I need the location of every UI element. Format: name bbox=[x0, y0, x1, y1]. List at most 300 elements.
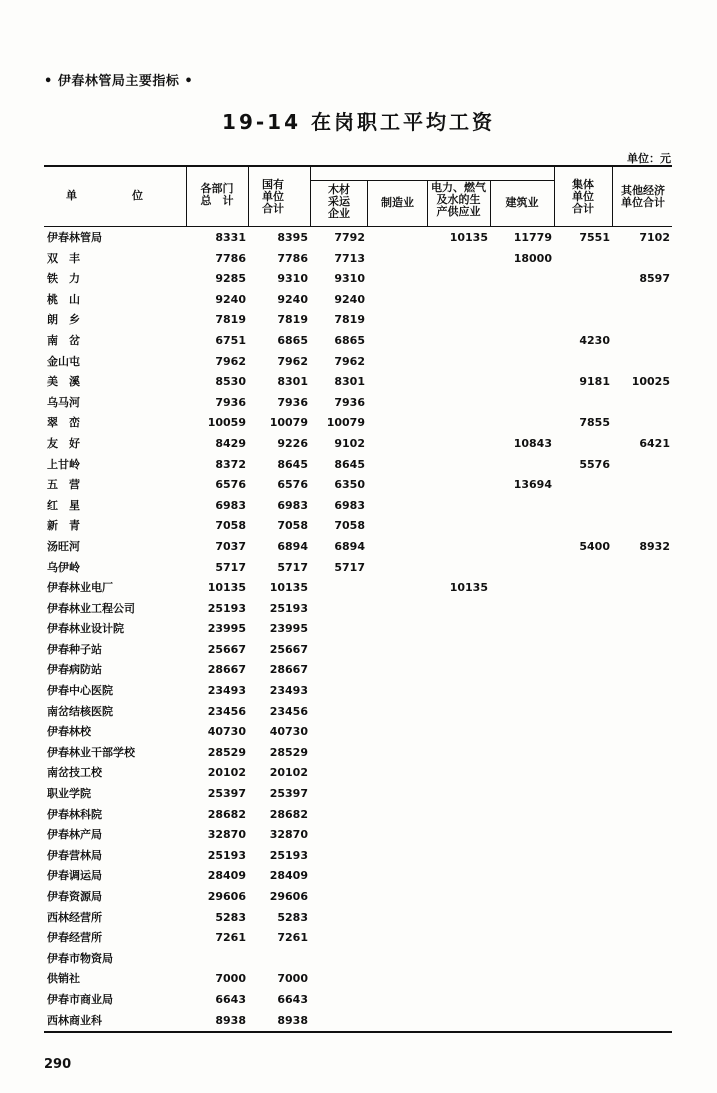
row-value bbox=[367, 310, 427, 331]
row-value bbox=[612, 578, 672, 599]
row-value bbox=[427, 805, 490, 826]
header-divider bbox=[310, 166, 311, 226]
row-name: 南岔结核医院 bbox=[47, 704, 113, 718]
row-value bbox=[554, 496, 612, 517]
row-name: 伊春中心医院 bbox=[47, 684, 113, 698]
table-row bbox=[44, 763, 672, 784]
row-value: 10025 bbox=[631, 375, 670, 389]
row-value bbox=[427, 413, 490, 434]
row-value bbox=[367, 928, 427, 949]
bottom-rule bbox=[44, 1031, 672, 1033]
row-name: 伊春林产局 bbox=[47, 828, 102, 842]
row-value bbox=[427, 866, 490, 887]
row-value bbox=[367, 866, 427, 887]
header-state-owned: 国有 单位 合计 bbox=[262, 178, 284, 215]
row-name: 伊春林业电厂 bbox=[47, 581, 113, 595]
row-value: 8429 bbox=[215, 436, 246, 450]
table-row bbox=[44, 393, 672, 414]
row-name: 伊春市物资局 bbox=[47, 951, 113, 965]
row-value: 10843 bbox=[513, 436, 552, 450]
row-value: 10135 bbox=[207, 581, 246, 595]
row-value: 6421 bbox=[639, 436, 670, 450]
row-value bbox=[490, 269, 554, 290]
row-value bbox=[310, 1011, 367, 1032]
row-value bbox=[554, 763, 612, 784]
table-row bbox=[44, 949, 672, 970]
row-value bbox=[612, 763, 672, 784]
row-value: 7936 bbox=[277, 395, 308, 409]
row-value: 5717 bbox=[277, 560, 308, 574]
row-value bbox=[554, 969, 612, 990]
row-value: 28682 bbox=[269, 807, 308, 821]
row-value bbox=[554, 846, 612, 867]
row-value bbox=[367, 413, 427, 434]
row-value: 7819 bbox=[215, 313, 246, 327]
row-name: 伊春市商业局 bbox=[47, 992, 113, 1006]
row-value bbox=[554, 558, 612, 579]
row-value: 9310 bbox=[277, 272, 308, 286]
table-row bbox=[44, 866, 672, 887]
table-row bbox=[44, 578, 672, 599]
row-value: 9240 bbox=[277, 292, 308, 306]
row-value: 6576 bbox=[215, 478, 246, 492]
table-row bbox=[44, 434, 672, 455]
row-value bbox=[612, 619, 672, 640]
row-value bbox=[554, 784, 612, 805]
row-value bbox=[612, 681, 672, 702]
row-value bbox=[310, 805, 367, 826]
table-body bbox=[44, 228, 672, 1031]
row-value bbox=[310, 640, 367, 661]
row-value bbox=[554, 516, 612, 537]
row-value bbox=[427, 290, 490, 311]
row-value bbox=[367, 887, 427, 908]
row-value: 7936 bbox=[334, 395, 365, 409]
row-value: 5283 bbox=[277, 910, 308, 924]
row-value bbox=[427, 496, 490, 517]
row-value bbox=[612, 660, 672, 681]
row-value bbox=[310, 784, 367, 805]
row-value bbox=[427, 722, 490, 743]
row-value bbox=[554, 599, 612, 620]
row-value: 25193 bbox=[269, 601, 308, 615]
row-name: 五 营 bbox=[47, 478, 80, 492]
row-value: 7713 bbox=[334, 251, 365, 265]
table-row bbox=[44, 455, 672, 476]
header-rule bbox=[44, 226, 672, 227]
row-value: 23995 bbox=[207, 622, 246, 636]
row-value bbox=[554, 1011, 612, 1032]
table-row bbox=[44, 702, 672, 723]
wage-table bbox=[44, 228, 672, 1031]
row-value bbox=[490, 908, 554, 929]
row-value bbox=[427, 825, 490, 846]
row-value: 7037 bbox=[215, 539, 246, 553]
row-value bbox=[367, 805, 427, 826]
table-row bbox=[44, 619, 672, 640]
row-name: 伊春经营所 bbox=[47, 931, 102, 945]
row-value bbox=[427, 784, 490, 805]
row-value bbox=[427, 681, 490, 702]
row-value: 6865 bbox=[334, 333, 365, 347]
row-value bbox=[367, 372, 427, 393]
row-value: 6983 bbox=[334, 498, 365, 512]
row-value: 6751 bbox=[215, 333, 246, 347]
unit-note: 单位：元 bbox=[627, 152, 671, 165]
table-row bbox=[44, 372, 672, 393]
row-value bbox=[310, 887, 367, 908]
row-value bbox=[490, 537, 554, 558]
row-value: 7962 bbox=[277, 354, 308, 368]
row-value bbox=[310, 702, 367, 723]
row-value bbox=[427, 434, 490, 455]
row-value bbox=[490, 969, 554, 990]
row-value bbox=[427, 702, 490, 723]
row-value bbox=[490, 599, 554, 620]
row-value bbox=[427, 475, 490, 496]
table-row bbox=[44, 352, 672, 373]
row-value: 6983 bbox=[277, 498, 308, 512]
table-row bbox=[44, 290, 672, 311]
row-value bbox=[490, 763, 554, 784]
row-value bbox=[554, 825, 612, 846]
row-value: 23493 bbox=[269, 684, 308, 698]
row-value: 29606 bbox=[207, 890, 246, 903]
row-name: 伊春林科院 bbox=[47, 807, 102, 821]
table-row bbox=[44, 1011, 672, 1032]
row-value bbox=[490, 887, 554, 908]
row-value bbox=[367, 434, 427, 455]
row-value: 5400 bbox=[579, 539, 610, 553]
row-value bbox=[554, 702, 612, 723]
row-value bbox=[367, 228, 427, 249]
row-value bbox=[310, 866, 367, 887]
row-value: 7855 bbox=[579, 416, 610, 430]
row-value bbox=[612, 455, 672, 476]
row-value: 6643 bbox=[215, 992, 246, 1006]
row-value bbox=[310, 743, 367, 764]
row-value: 9285 bbox=[215, 272, 246, 286]
row-value: 9102 bbox=[334, 436, 365, 450]
row-value bbox=[310, 846, 367, 867]
row-value bbox=[248, 949, 310, 970]
table-row bbox=[44, 269, 672, 290]
row-value bbox=[310, 763, 367, 784]
row-value bbox=[490, 1011, 554, 1032]
row-value: 7819 bbox=[277, 313, 308, 327]
row-name: 南岔技工校 bbox=[47, 766, 102, 780]
table-row bbox=[44, 805, 672, 826]
row-value bbox=[427, 969, 490, 990]
row-value bbox=[554, 640, 612, 661]
row-value bbox=[490, 619, 554, 640]
row-value bbox=[427, 660, 490, 681]
row-value bbox=[310, 722, 367, 743]
header-unit-label: 单 位 bbox=[66, 189, 143, 202]
row-value bbox=[612, 949, 672, 970]
table-row bbox=[44, 516, 672, 537]
row-value bbox=[367, 619, 427, 640]
row-value bbox=[612, 413, 672, 434]
row-value bbox=[367, 640, 427, 661]
row-value: 8938 bbox=[277, 1013, 308, 1027]
row-value bbox=[186, 949, 248, 970]
header-divider bbox=[248, 166, 249, 226]
row-value bbox=[612, 331, 672, 352]
row-value bbox=[490, 702, 554, 723]
row-value bbox=[310, 949, 367, 970]
row-value bbox=[310, 681, 367, 702]
row-value: 20102 bbox=[269, 766, 308, 780]
row-value bbox=[310, 990, 367, 1011]
row-name: 职业学院 bbox=[47, 787, 91, 801]
row-name: 美 溪 bbox=[47, 375, 80, 389]
row-value: 8331 bbox=[215, 231, 246, 244]
row-value: 25397 bbox=[269, 787, 308, 801]
row-value bbox=[367, 825, 427, 846]
table-row bbox=[44, 599, 672, 620]
row-value: 9226 bbox=[277, 436, 308, 450]
row-name: 汤旺河 bbox=[47, 539, 80, 553]
table-row bbox=[44, 640, 672, 661]
table-row bbox=[44, 310, 672, 331]
row-value bbox=[427, 619, 490, 640]
row-value bbox=[554, 949, 612, 970]
row-value bbox=[612, 310, 672, 331]
row-value bbox=[367, 269, 427, 290]
row-value bbox=[612, 743, 672, 764]
table-row bbox=[44, 496, 672, 517]
row-value bbox=[490, 516, 554, 537]
row-name: 朗 乡 bbox=[47, 313, 80, 327]
row-value bbox=[367, 763, 427, 784]
row-value: 23493 bbox=[207, 684, 246, 698]
row-value: 28409 bbox=[207, 869, 246, 883]
header-timber: 木材 采运 企业 bbox=[328, 183, 350, 220]
header-divider bbox=[367, 180, 368, 226]
row-value: 9240 bbox=[334, 292, 365, 306]
row-value bbox=[490, 660, 554, 681]
row-value bbox=[427, 331, 490, 352]
row-value bbox=[612, 825, 672, 846]
row-name: 金山屯 bbox=[47, 354, 80, 368]
row-value bbox=[554, 928, 612, 949]
row-value bbox=[612, 908, 672, 929]
table-row bbox=[44, 537, 672, 558]
row-value bbox=[612, 702, 672, 723]
row-value: 28529 bbox=[207, 745, 246, 759]
row-value bbox=[612, 1011, 672, 1032]
table-row bbox=[44, 825, 672, 846]
row-value bbox=[367, 784, 427, 805]
row-value: 9240 bbox=[215, 292, 246, 306]
row-name: 供销社 bbox=[47, 972, 80, 986]
row-value bbox=[367, 496, 427, 517]
row-value bbox=[427, 269, 490, 290]
row-value: 8645 bbox=[334, 457, 365, 471]
row-value: 7962 bbox=[215, 354, 246, 368]
row-name: 上甘岭 bbox=[47, 457, 80, 471]
row-value bbox=[612, 969, 672, 990]
row-name: 伊春林业设计院 bbox=[47, 622, 124, 636]
row-value: 28529 bbox=[269, 745, 308, 759]
row-value bbox=[612, 599, 672, 620]
row-value: 8645 bbox=[277, 457, 308, 471]
header-divider bbox=[186, 166, 187, 226]
row-value: 23456 bbox=[207, 704, 246, 718]
row-value bbox=[367, 475, 427, 496]
row-value bbox=[427, 558, 490, 579]
row-value: 32870 bbox=[269, 828, 308, 842]
row-value bbox=[427, 949, 490, 970]
row-value: 23995 bbox=[269, 622, 308, 636]
row-value bbox=[490, 805, 554, 826]
row-value: 4230 bbox=[579, 333, 610, 347]
row-value bbox=[554, 990, 612, 1011]
row-value bbox=[367, 722, 427, 743]
row-value: 8597 bbox=[639, 272, 670, 286]
row-name: 伊春林业工程公司 bbox=[47, 601, 135, 615]
row-value bbox=[427, 743, 490, 764]
row-name: 翠 峦 bbox=[47, 416, 80, 430]
row-value: 20102 bbox=[207, 766, 246, 780]
row-value: 28409 bbox=[269, 869, 308, 883]
row-name: 红 星 bbox=[47, 498, 80, 512]
row-value bbox=[612, 352, 672, 373]
row-value: 40730 bbox=[269, 725, 308, 739]
row-value: 28667 bbox=[269, 663, 308, 677]
table-row bbox=[44, 846, 672, 867]
row-value: 9181 bbox=[579, 375, 610, 389]
row-value bbox=[490, 784, 554, 805]
row-value: 7102 bbox=[639, 231, 670, 244]
row-value bbox=[554, 290, 612, 311]
row-name: 伊春林业干部学校 bbox=[47, 745, 135, 759]
row-name: 伊春资源局 bbox=[47, 890, 102, 903]
row-value bbox=[367, 516, 427, 537]
row-value bbox=[554, 434, 612, 455]
row-value: 6643 bbox=[277, 992, 308, 1006]
row-value: 29606 bbox=[269, 890, 308, 903]
row-value bbox=[427, 537, 490, 558]
table-row bbox=[44, 928, 672, 949]
row-value: 8372 bbox=[215, 457, 246, 471]
row-value: 7786 bbox=[277, 251, 308, 265]
row-value bbox=[427, 599, 490, 620]
row-value bbox=[427, 763, 490, 784]
row-value bbox=[490, 331, 554, 352]
row-value bbox=[612, 290, 672, 311]
row-value bbox=[554, 249, 612, 270]
row-value bbox=[554, 722, 612, 743]
table-row bbox=[44, 228, 672, 249]
row-value bbox=[612, 558, 672, 579]
row-value bbox=[490, 949, 554, 970]
header-manufacturing: 制造业 bbox=[381, 196, 414, 209]
row-value bbox=[367, 393, 427, 414]
row-value bbox=[367, 249, 427, 270]
row-value bbox=[490, 866, 554, 887]
row-value bbox=[612, 887, 672, 908]
row-value: 6894 bbox=[277, 539, 308, 553]
top-rule bbox=[44, 165, 672, 167]
row-value bbox=[554, 805, 612, 826]
row-value bbox=[490, 825, 554, 846]
row-value bbox=[310, 660, 367, 681]
row-value bbox=[490, 372, 554, 393]
row-value: 5717 bbox=[215, 560, 246, 574]
row-value bbox=[427, 455, 490, 476]
table-row bbox=[44, 413, 672, 434]
row-value: 25667 bbox=[207, 642, 246, 656]
table-row bbox=[44, 743, 672, 764]
row-value bbox=[367, 290, 427, 311]
row-value: 10059 bbox=[207, 416, 246, 430]
header-divider bbox=[554, 166, 555, 226]
table-row bbox=[44, 558, 672, 579]
header-collective: 集体 单位 合计 bbox=[572, 178, 594, 215]
row-value bbox=[310, 908, 367, 929]
row-value: 6894 bbox=[334, 539, 365, 553]
row-value bbox=[554, 866, 612, 887]
row-value bbox=[367, 331, 427, 352]
row-value bbox=[490, 393, 554, 414]
row-value: 8395 bbox=[277, 231, 308, 244]
row-value bbox=[490, 578, 554, 599]
row-value bbox=[310, 969, 367, 990]
row-value bbox=[427, 990, 490, 1011]
header-other: 其他经济 单位合计 bbox=[621, 184, 665, 209]
row-value bbox=[490, 413, 554, 434]
row-value bbox=[612, 249, 672, 270]
row-name: 伊春病防站 bbox=[47, 663, 102, 677]
row-value bbox=[612, 784, 672, 805]
row-value: 7058 bbox=[215, 519, 246, 533]
row-value bbox=[367, 702, 427, 723]
row-value: 10135 bbox=[449, 581, 488, 595]
row-value bbox=[427, 249, 490, 270]
row-value: 25667 bbox=[269, 642, 308, 656]
row-value: 7819 bbox=[334, 313, 365, 327]
row-value bbox=[310, 578, 367, 599]
row-value: 32870 bbox=[207, 828, 246, 842]
row-name: 伊春营林局 bbox=[47, 848, 102, 862]
row-value: 10135 bbox=[269, 581, 308, 595]
row-value bbox=[427, 352, 490, 373]
row-value bbox=[367, 969, 427, 990]
row-name: 乌马河 bbox=[47, 395, 80, 409]
page-number: 290 bbox=[44, 1057, 72, 1072]
row-value bbox=[367, 558, 427, 579]
row-value: 8301 bbox=[277, 375, 308, 389]
row-value: 7000 bbox=[215, 972, 246, 986]
row-value bbox=[554, 310, 612, 331]
row-value: 7058 bbox=[277, 519, 308, 533]
header-utilities: 电力、燃气 及水的生 产供应业 bbox=[431, 181, 486, 218]
table-title: 19-14 在岗职工平均工资 bbox=[222, 110, 495, 134]
row-value: 11779 bbox=[513, 231, 552, 244]
row-value bbox=[427, 516, 490, 537]
row-name: 西林商业科 bbox=[47, 1013, 102, 1027]
row-value: 28682 bbox=[207, 807, 246, 821]
row-value bbox=[554, 269, 612, 290]
row-value bbox=[367, 352, 427, 373]
row-name: 伊春林校 bbox=[47, 725, 91, 739]
row-value bbox=[367, 743, 427, 764]
row-value bbox=[310, 619, 367, 640]
row-value bbox=[427, 887, 490, 908]
row-value bbox=[490, 640, 554, 661]
